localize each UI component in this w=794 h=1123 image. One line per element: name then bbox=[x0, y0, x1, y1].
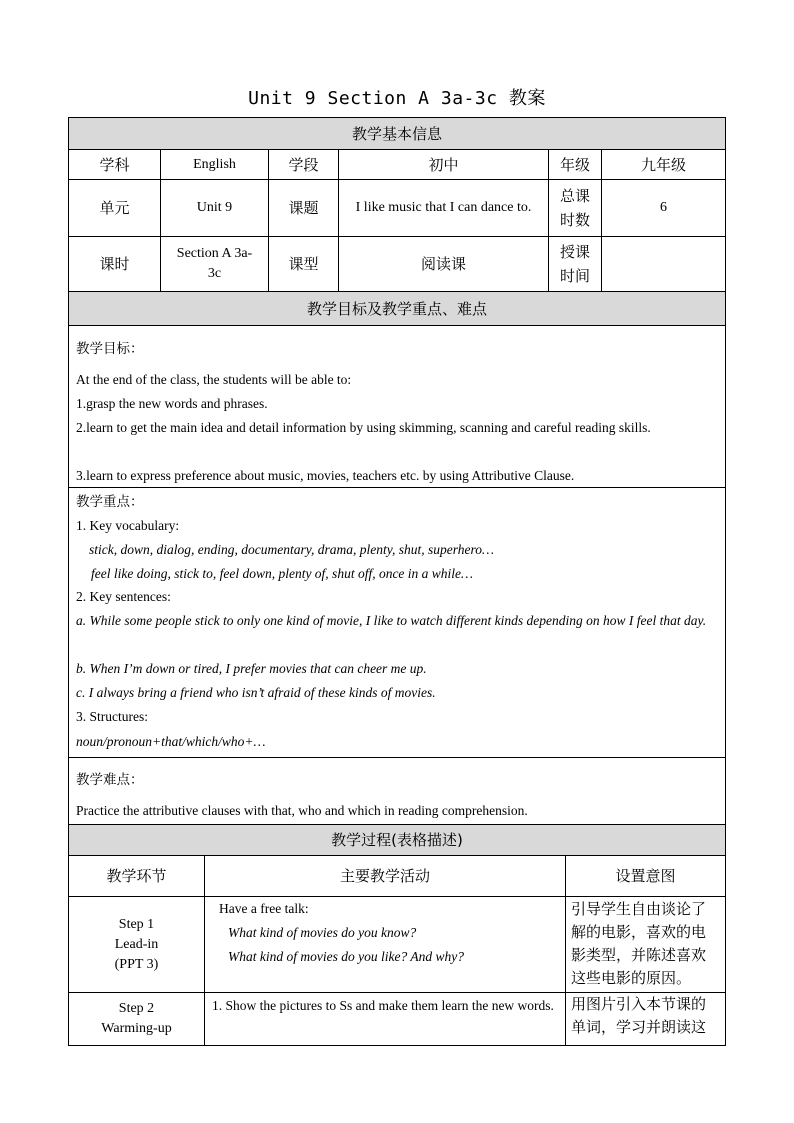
step-1-intent: 引导学生自由谈论了解的电影，喜欢的电影类型，并陈述喜欢这些电影的原因。 bbox=[571, 900, 707, 987]
stage-value: 初中 bbox=[428, 155, 459, 174]
unit-label: 单元 bbox=[99, 199, 130, 217]
goals-intro: At the end of the class, the students will be able to: bbox=[76, 372, 352, 387]
step-2-name: Warming-up bbox=[101, 1021, 172, 1036]
vocab-line-1: stick, down, dialog, ending, documentary, drama, plenty, shut, superhero… bbox=[89, 542, 494, 557]
process-col-stage: 教学环节 bbox=[106, 867, 167, 885]
sentence-b: b. When I’m down or tired, I prefer movies that can cheer me up. bbox=[76, 661, 427, 676]
step-1-ppt: (PPT 3) bbox=[114, 956, 159, 972]
step-1-activity-1: Have a free talk: bbox=[219, 901, 309, 916]
step-2-intent: 用图片引入本节课的单词，学习并朗读这 bbox=[571, 995, 707, 1036]
step-2-cell bbox=[69, 993, 204, 1045]
goal-2: 2.learn to get the main idea and detail information by using skimming, scanning and careful reading skills. bbox=[76, 420, 651, 435]
process-col-activity: 主要教学活动 bbox=[339, 867, 430, 885]
step-2-activity-1: 1. Show the pictures to Ss and make them learn the new words. bbox=[212, 998, 554, 1013]
key-sentences-heading: 2. Key sentences: bbox=[76, 589, 171, 604]
teaching-time-label: 授课时间 bbox=[559, 243, 590, 285]
subject-value: English bbox=[193, 156, 236, 172]
lesson-type-value: 阅读课 bbox=[420, 255, 466, 273]
difficulty-text: Practice the attributive clauses with that, who and which in reading comprehension. bbox=[76, 803, 528, 818]
goal-3: 3.learn to express preference about music, movies, teachers etc. by using Attributive Clause. bbox=[76, 468, 575, 483]
document-title: Unit 9 Section A 3a-3c 教案 bbox=[248, 88, 546, 109]
topic-value: I like music that I can dance to. bbox=[355, 200, 532, 215]
total-periods-label: 总课时数 bbox=[559, 187, 590, 229]
grade-label: 年级 bbox=[559, 155, 590, 174]
step-1-activity-2: What kind of movies do you know? bbox=[228, 925, 417, 940]
basic-info-header: 教学基本信息 bbox=[351, 124, 442, 143]
step-1-activity-3: What kind of movies do you like? And why? bbox=[228, 949, 464, 964]
goal-1: 1.grasp the new words and phrases. bbox=[76, 396, 268, 411]
sentence-a: a. While some people stick to only one kind of movie, I like to watch different kinds depending on how I feel that day. bbox=[76, 613, 707, 628]
objectives-header: 教学目标及教学重点、难点 bbox=[306, 299, 487, 318]
stage-label: 学段 bbox=[288, 155, 319, 174]
sentence-c: c. I always bring a friend who isn’t afraid of these kinds of movies. bbox=[76, 685, 436, 700]
key-points-title: 教学重点： bbox=[76, 494, 144, 510]
unit-value: Unit 9 bbox=[196, 200, 233, 215]
structures-heading: 3. Structures: bbox=[76, 709, 148, 724]
process-col-intent: 设置意图 bbox=[615, 867, 676, 885]
topic-label: 课题 bbox=[288, 199, 319, 217]
process-header: 教学过程(表格描述) bbox=[331, 831, 463, 849]
vocab-line-2: feel like doing, stick to, feel down, plenty of, shut off, once in a while… bbox=[91, 566, 474, 581]
goals-title: 教学目标： bbox=[76, 341, 144, 357]
step-2-number: Step 2 bbox=[118, 1001, 155, 1016]
structure-pattern: noun/pronoun+that/which/who+… bbox=[76, 734, 266, 749]
step-1-cell bbox=[69, 897, 204, 992]
step-1-name: Lead-in bbox=[114, 936, 159, 952]
step-1-number: Step 1 bbox=[118, 916, 155, 932]
period-label: 课时 bbox=[99, 255, 130, 273]
teaching-time-value bbox=[602, 237, 725, 291]
subject-label: 学科 bbox=[99, 155, 130, 174]
lesson-type-label: 课型 bbox=[288, 255, 319, 273]
difficulty-title: 教学难点： bbox=[76, 772, 144, 788]
grade-value: 九年级 bbox=[640, 155, 686, 174]
total-periods-value: 6 bbox=[660, 200, 667, 215]
key-vocab-heading: 1. Key vocabulary: bbox=[76, 518, 180, 533]
period-value: Section A 3a-3c bbox=[176, 246, 253, 281]
